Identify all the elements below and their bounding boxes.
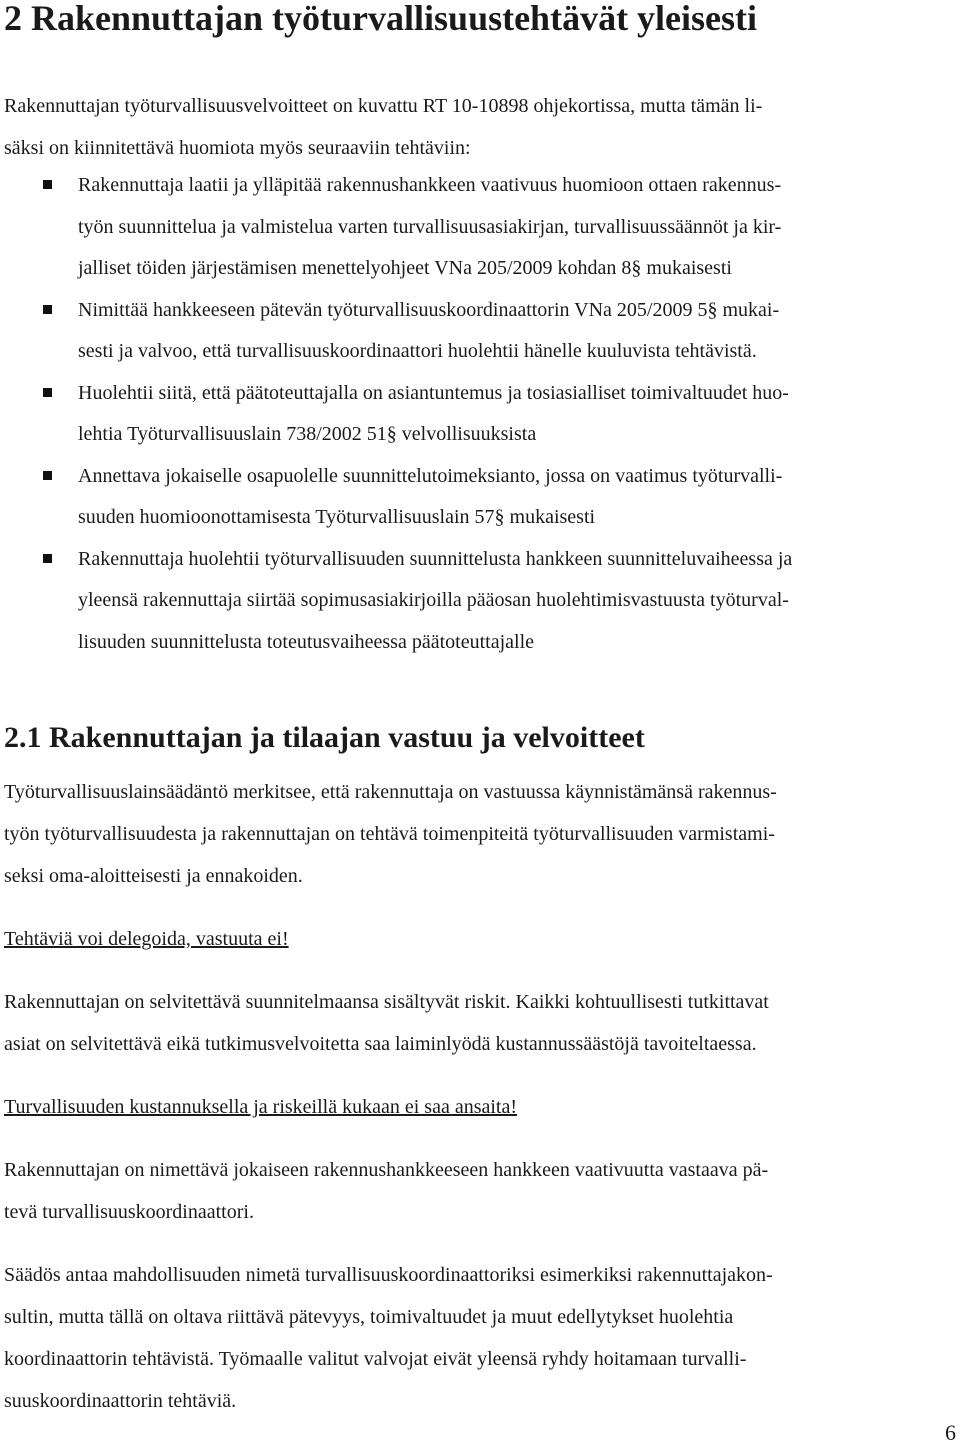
text-line: säksi on kiinnitettävä huomiota myös seuraaviin tehtäviin:: [4, 137, 471, 159]
underlined-emphasis: Tehtäviä voi delegoida, vastuuta ei!: [4, 928, 289, 950]
list-item: [0, 290, 952, 373]
text-line: suuskoordinaattorin tehtäviä.: [4, 1390, 237, 1412]
text-line: asiat on selvitettävä eikä tutkimusvelvoitetta saa laiminlyödä kustannussäästöjä tavoiteltaessa.: [4, 1033, 757, 1055]
subsection-heading: 2.1 Rakennuttajan ja tilaajan vastuu ja velvoitteet: [4, 721, 645, 754]
list-item: [0, 165, 952, 290]
text-line: tevä turvallisuuskoordinaattori.: [4, 1201, 254, 1223]
text-line: lisuuden suunnittelusta toteutusvaiheessa päätoteuttajalle: [78, 630, 534, 653]
text-line: koordinaattorin tehtävistä. Työmaalle valitut valvojat eivät yleensä ryhdy hoitamaan turvalli-: [4, 1348, 747, 1370]
text-line: Säädös antaa mahdollisuuden nimetä turvallisuuskoordinaattoriksi esimerkiksi rakennuttajakon-: [4, 1264, 773, 1286]
text-line: Huolehtii siitä, että päätoteuttajalla on asiantuntemus ja tosiasialliset toimivaltuudet huo-: [78, 381, 789, 404]
section-heading: 2 Rakennuttajan työturvallisuustehtävät yleisesti: [4, 0, 758, 38]
square-bullet-icon: [43, 471, 52, 480]
text-line: yleensä rakennuttaja siirtää sopimusasiakirjoilla pääosan huolehtimisvastuusta työturval-: [78, 589, 789, 611]
delegation-note: [4, 918, 950, 960]
text-line: jalliset töiden järjestämisen menettelyohjeet VNa 205/2009 kohdan 8§ mukaisesti: [78, 257, 732, 279]
responsibility-paragraph: [4, 771, 950, 897]
list-item: [0, 456, 952, 539]
list-item: [0, 539, 952, 664]
square-bullet-icon: [43, 388, 52, 397]
page-number: 6: [945, 1420, 956, 1445]
cost-note: [4, 1086, 950, 1128]
text-line: Annettava jokaiselle osapuolelle suunnittelutoimeksianto, jossa on vaatimus työturvalli-: [78, 464, 783, 487]
text-line: Nimittää hankkeeseen pätevän työturvallisuuskoordinaattorin VNa 205/2009 5§ mukai-: [78, 298, 780, 321]
text-line: Rakennuttaja laatii ja ylläpitää rakennushankkeen vaativuus huomioon ottaen rakennus-: [78, 174, 782, 196]
text-line: työn suunnittelua ja valmistelua varten turvallisuusasiakirjan, turvallisuussäännöt ja kir-: [78, 215, 782, 238]
text-line: seksi oma-aloitteisesti ja ennakoiden.: [4, 865, 303, 887]
underlined-emphasis: Turvallisuuden kustannuksella ja riskeillä kukaan ei saa ansaita!: [4, 1096, 518, 1118]
text-line: Rakennuttaja huolehtii työturvallisuuden suunnittelusta hankkeen suunnitteluvaiheessa ja: [78, 547, 793, 570]
task-bullet-list: [0, 165, 960, 663]
text-line: työn työturvallisuudesta ja rakennuttajan on tehtävä toimenpiteitä työturvallisuuden varmistami-: [4, 823, 775, 845]
text-line: suuden huomioonottamisesta Työturvallisuuslain 57§ mukaisesti: [78, 506, 596, 528]
list-item: [0, 373, 952, 456]
risk-paragraph: [4, 981, 950, 1065]
regulation-paragraph: [4, 1254, 950, 1422]
square-bullet-icon: [43, 554, 52, 563]
text-line: sesti ja valvoo, että turvallisuuskoordinaattori huolehtii hänelle kuuluvista tehtävistä.: [78, 340, 757, 362]
coordinator-paragraph: [4, 1149, 950, 1233]
text-line: Rakennuttajan on nimettävä jokaiseen rakennushankkeeseen hankkeen vaativuutta vastaava pä-: [4, 1159, 769, 1181]
square-bullet-icon: [43, 180, 52, 189]
text-line: lehtia Työturvallisuuslain 738/2002 51§ velvollisuuksista: [78, 423, 537, 445]
text-line: sultin, mutta tällä on oltava riittävä pätevyys, toimivaltuudet ja muut edellytykset huolehtia: [4, 1306, 734, 1328]
intro-paragraph: [4, 85, 950, 169]
square-bullet-icon: [43, 305, 52, 314]
text-line: Rakennuttajan on selvitettävä suunnitelmaansa sisältyvät riskit. Kaikki kohtuullisesti tutkittavat: [4, 991, 769, 1013]
text-line: Rakennuttajan työturvallisuusvelvoitteet on kuvattu RT 10-10898 ohjekortissa, mutta tämän li-: [4, 95, 763, 117]
text-line: Työturvallisuuslainsäädäntö merkitsee, että rakennuttaja on vastuussa käynnistämänsä rakennus-: [4, 781, 777, 803]
